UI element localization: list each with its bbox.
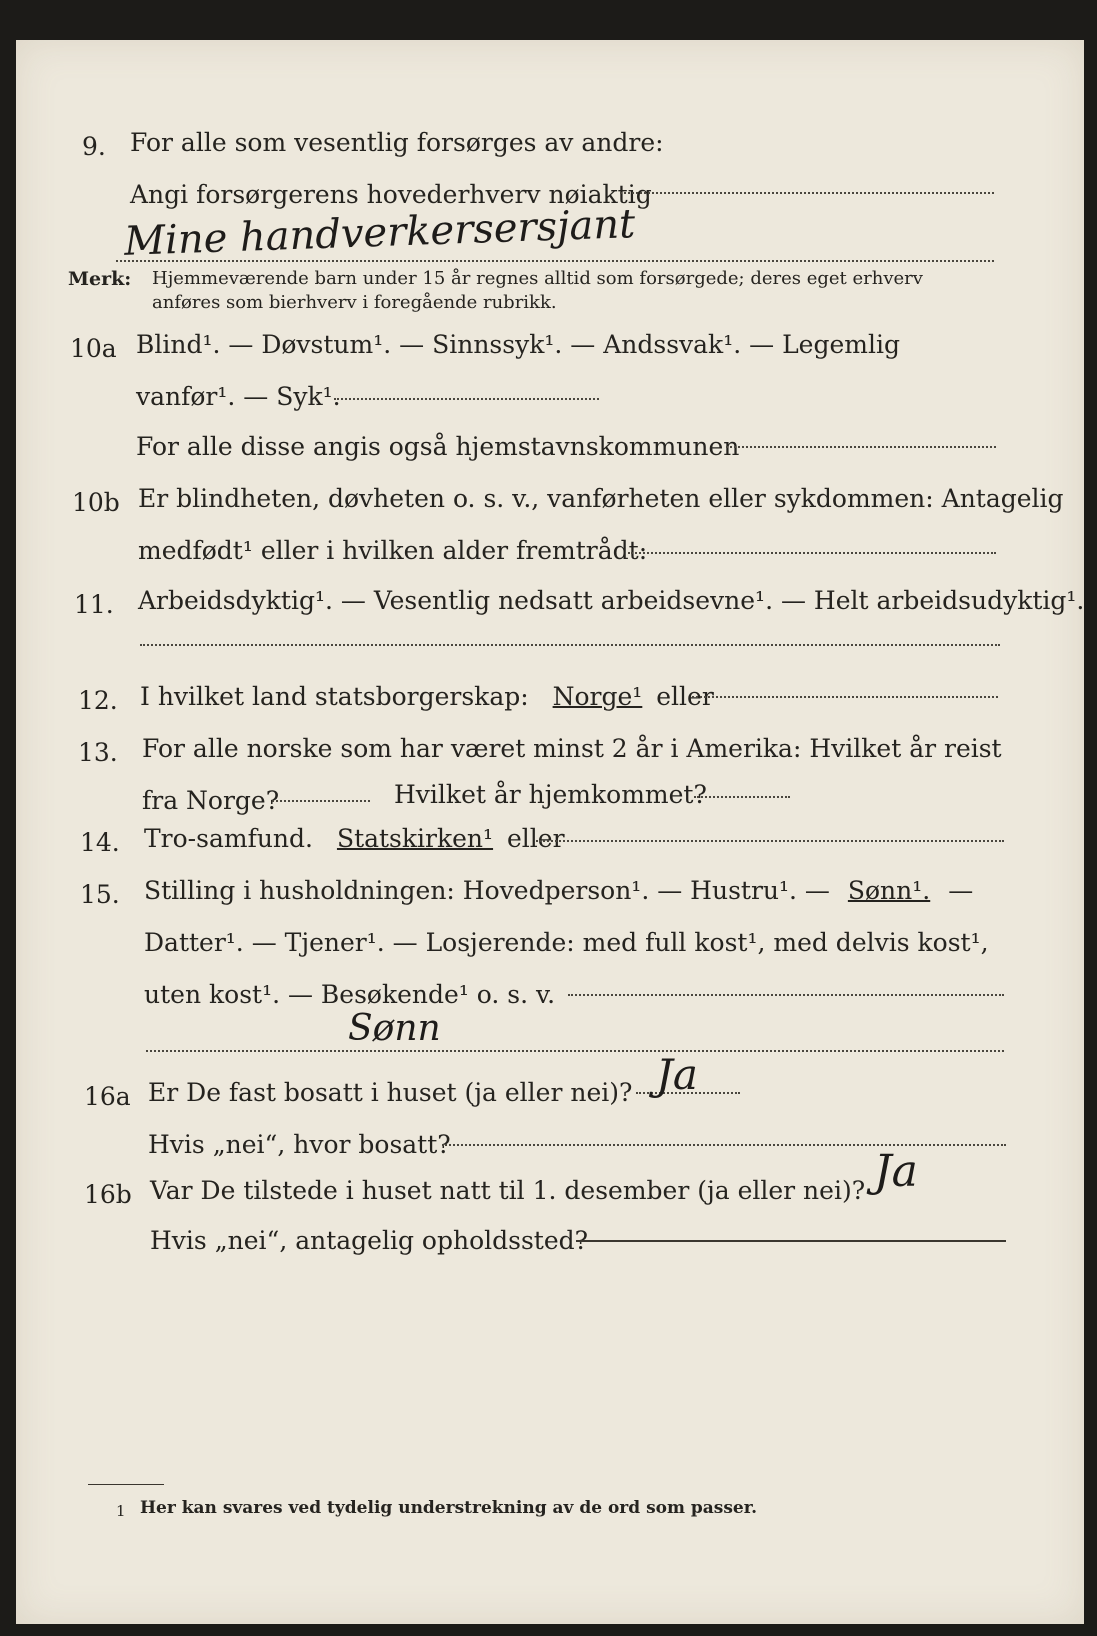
q10b-line1: Er blindheten, døvheten o. s. v., vanførheten eller sykdommen: Antagelig xyxy=(138,484,1064,513)
q15-fill-line xyxy=(568,994,1004,996)
q10b-number: 10b xyxy=(72,488,120,517)
q14-number: 14. xyxy=(80,828,120,857)
footnote-rule xyxy=(88,1484,164,1485)
q12-post: eller xyxy=(656,682,714,711)
q16b-number: 16b xyxy=(84,1180,132,1209)
q10a-kommune-line xyxy=(726,446,996,448)
footnote-mark: 1 xyxy=(116,1502,126,1520)
q9-fill-line xyxy=(620,192,994,194)
q16a-handwritten-answer: Ja xyxy=(656,1050,698,1099)
q12-fill-line xyxy=(692,696,998,698)
q14-pre: Tro-samfund. xyxy=(144,824,313,853)
q9-text: For alle som vesentlig forsørges av andre: xyxy=(130,128,664,157)
q13-year-returned-line xyxy=(694,796,790,798)
q10a-fill-line xyxy=(334,398,599,400)
merk-line1: Hjemmeværende barn under 15 år regnes alltid som forsørgede; deres eget erhverv xyxy=(152,268,923,289)
q15-line1c: — xyxy=(948,876,974,905)
q15-line1 xyxy=(144,876,973,905)
q13-number: 13. xyxy=(78,738,118,767)
q14-text xyxy=(144,824,565,853)
q12-pre: I hvilket land statsborgerskap: xyxy=(140,682,529,711)
q15-number: 15. xyxy=(80,880,120,909)
q15-line1a: Stilling i husholdningen: Hovedperson¹. — Hustru¹. — xyxy=(144,876,830,905)
q15-answer-line xyxy=(146,1050,1004,1052)
q16b-line1: Var De tilstede i huset natt til 1. desember (ja eller nei)? xyxy=(150,1176,866,1205)
q12-option-norge: Norge¹ xyxy=(552,682,643,711)
q11-number: 11. xyxy=(74,590,114,619)
q14-fill-line xyxy=(536,840,1004,842)
q16b-opholdssted-line xyxy=(576,1240,1006,1242)
q9-handwritten-answer: Mine handverkersersjant xyxy=(123,201,636,265)
q9-number: 9. xyxy=(82,132,106,161)
q16b-handwritten-answer: Ja xyxy=(874,1146,918,1197)
q14-option-statskirken: Statskirken¹ xyxy=(336,824,494,853)
q13-year-left-line xyxy=(272,800,370,802)
q11-fill-line xyxy=(140,644,1000,646)
q10a-line1: Blind¹. — Døvstum¹. — Sinnssyk¹. — Andssvak¹. — Legemlig xyxy=(136,330,900,359)
q15-option-sonn: Sønn¹. xyxy=(847,876,931,905)
q10a-number: 10a xyxy=(70,334,117,363)
q16a-number: 16a xyxy=(84,1082,131,1111)
q10a-line3: For alle disse angis også hjemstavnskommunen xyxy=(136,432,740,461)
footnote-text: Her kan svares ved tydelig understrekning av de ord som passer. xyxy=(140,1498,758,1518)
q16a-bosatt-line xyxy=(442,1144,1006,1146)
q10a-line2: vanfør¹. — Syk¹. xyxy=(136,382,341,411)
census-form-page xyxy=(16,40,1084,1624)
q13-line2a: fra Norge? xyxy=(142,786,280,815)
merk-line2: anføres som bierhverv i foregående rubrikk. xyxy=(152,292,557,313)
q10b-fill-line xyxy=(628,552,996,554)
q15-line3: uten kost¹. — Besøkende¹ o. s. v. xyxy=(144,980,556,1009)
q11-line1: Arbeidsdyktig¹. — Vesentlig nedsatt arbeidsevne¹. — Helt arbeidsudyktig¹. xyxy=(138,586,1085,615)
q13-line2b: Hvilket år hjemkommet? xyxy=(394,780,707,809)
q10b-line2: medfødt¹ eller i hvilken alder fremtrådt: xyxy=(138,536,648,565)
q15-handwritten-answer: Sønn xyxy=(348,1008,441,1049)
q12-number: 12. xyxy=(78,686,118,715)
q9-prompt: Angi forsørgerens hovederhverv nøiaktig xyxy=(130,180,652,209)
q13-line1: For alle norske som har været minst 2 år i Amerika: Hvilket år reist xyxy=(142,734,1002,763)
q15-line2: Datter¹. — Tjener¹. — Losjerende: med full kost¹, med delvis kost¹, xyxy=(144,928,989,957)
q9-answer-line xyxy=(116,260,994,262)
q16a-line1: Er De fast bosatt i huset (ja eller nei)? xyxy=(148,1078,633,1107)
merk-label: Merk: xyxy=(68,268,132,290)
q12-text xyxy=(140,682,714,711)
q14-post: eller xyxy=(507,824,565,853)
q16a-line2: Hvis „nei“, hvor bosatt? xyxy=(148,1130,451,1159)
q16b-line2: Hvis „nei“, antagelig opholdssted? xyxy=(150,1226,589,1255)
